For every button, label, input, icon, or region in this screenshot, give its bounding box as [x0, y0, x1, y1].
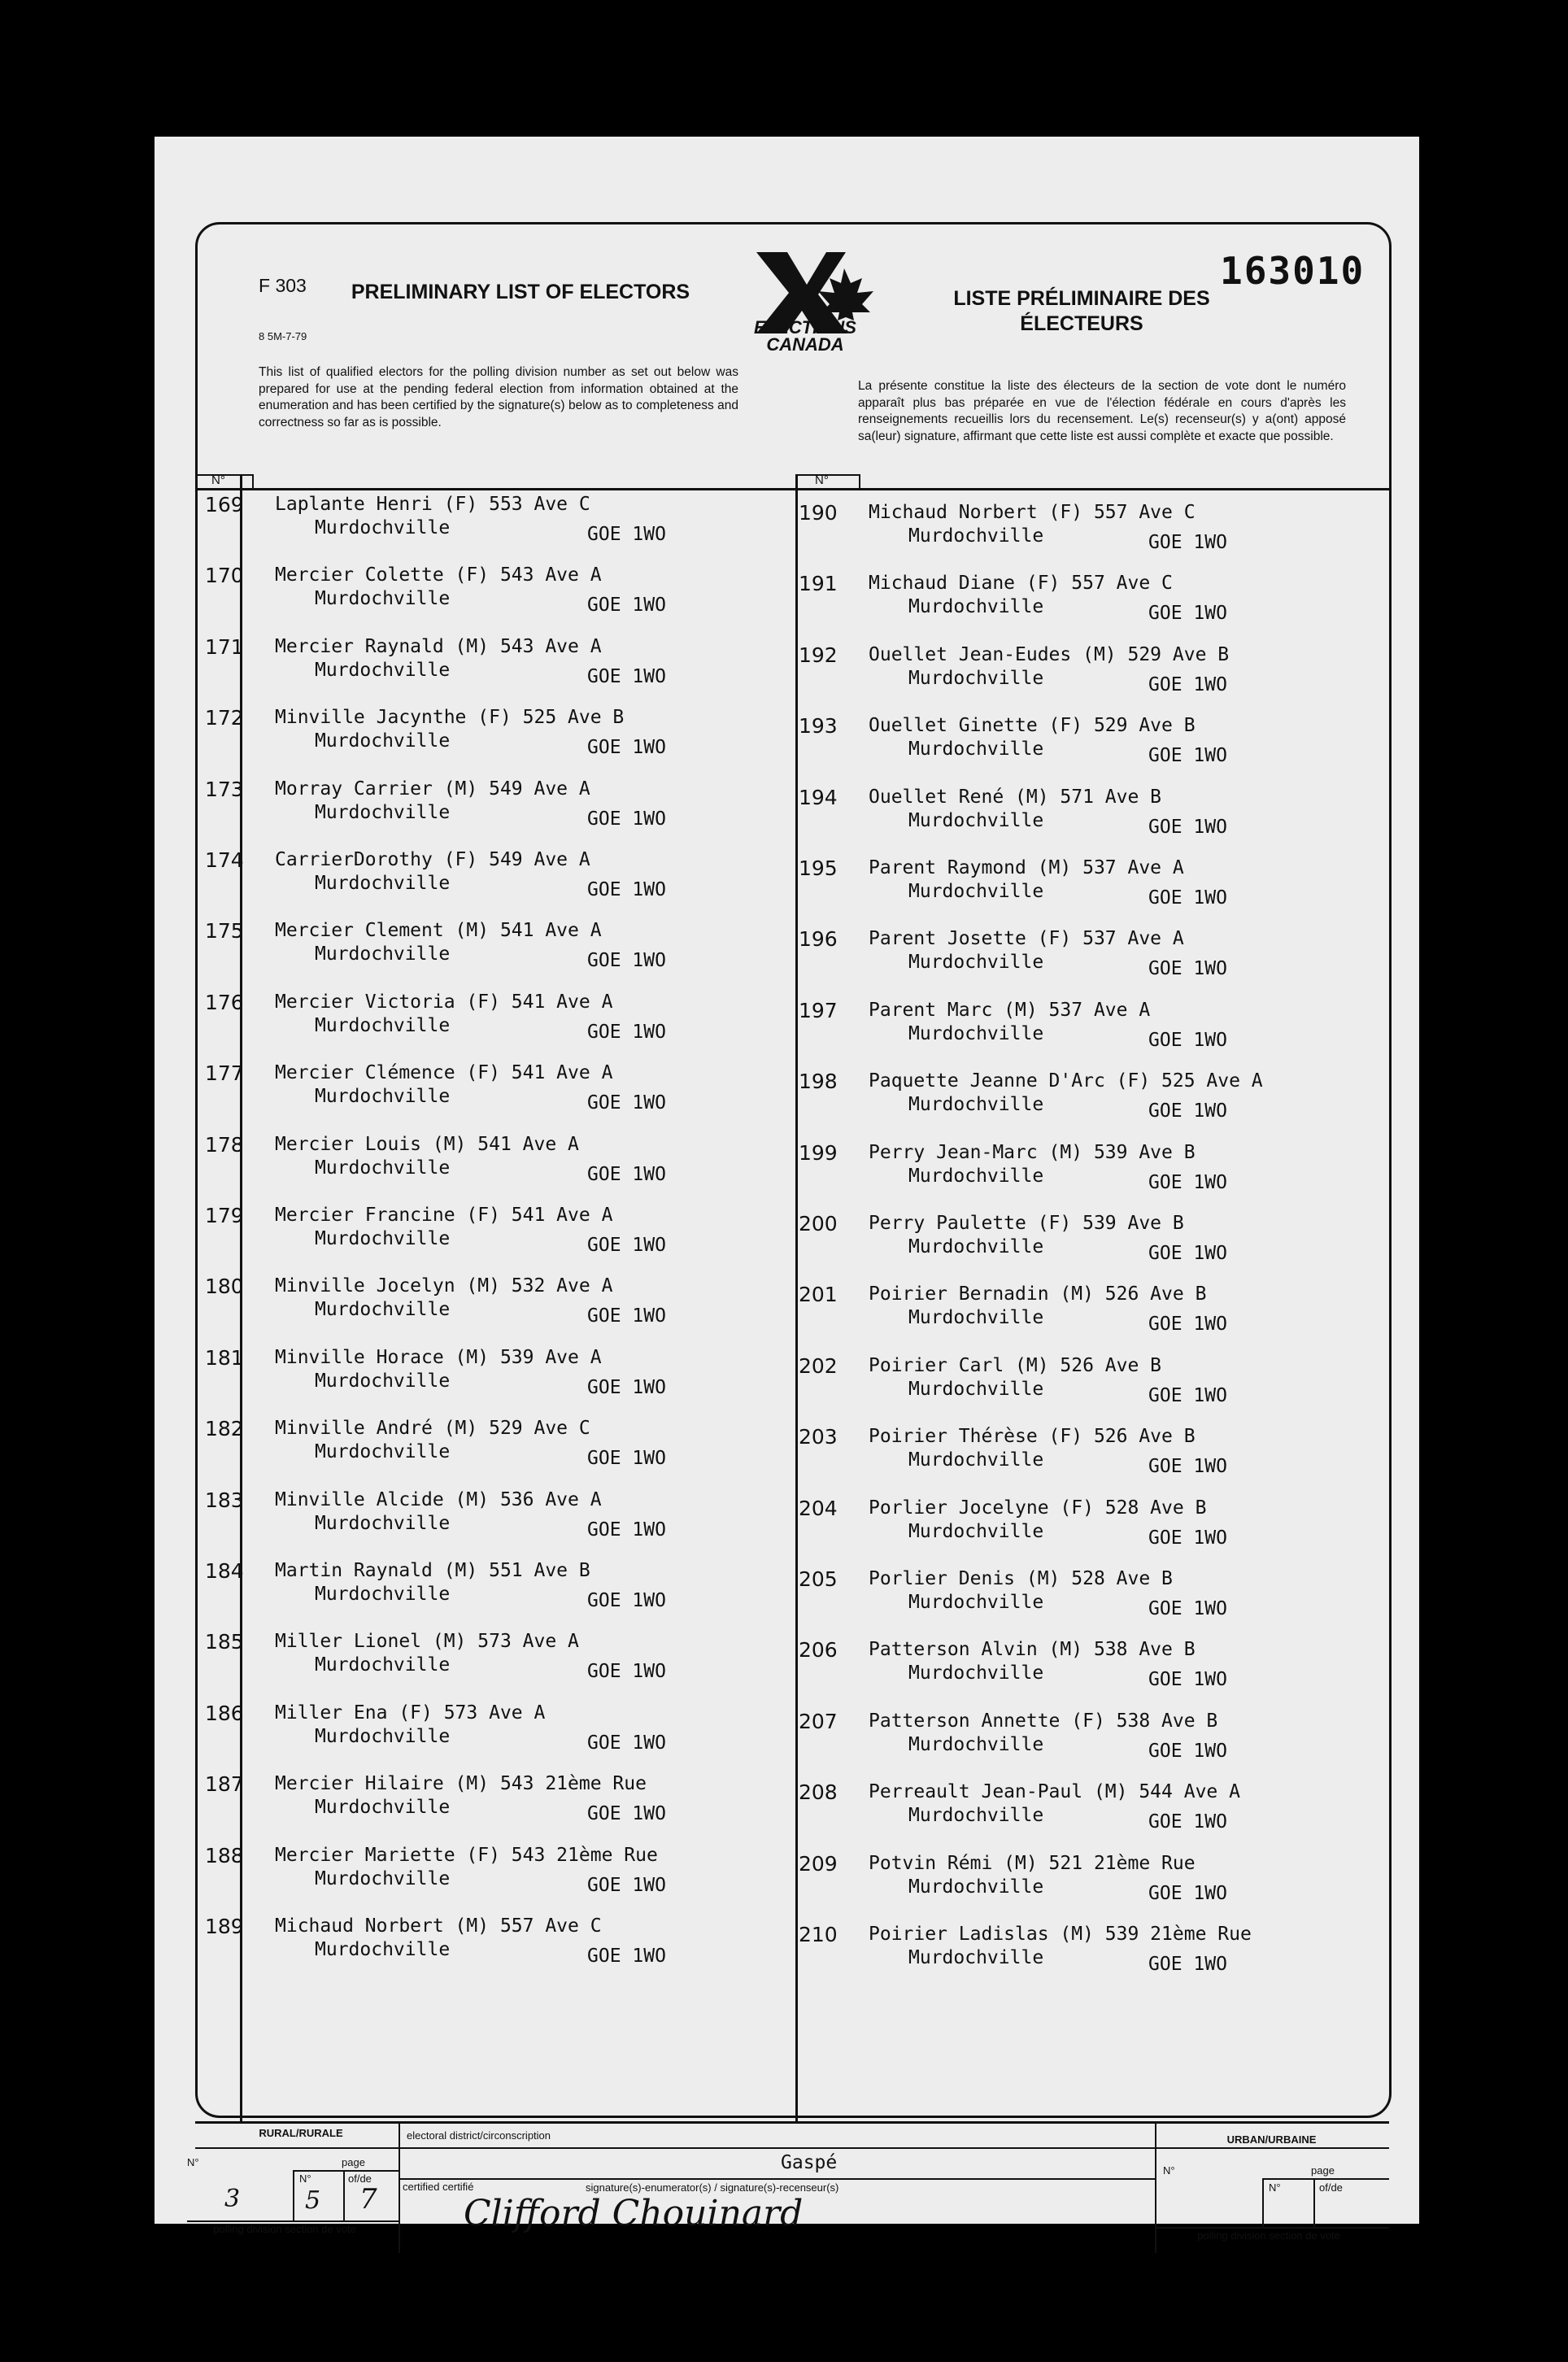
elector-number: 188	[205, 1843, 244, 1867]
urban-polling-rule	[1156, 2227, 1389, 2229]
elector-number: 172	[205, 706, 244, 730]
rural-page-label: page	[342, 2156, 365, 2168]
elector-town: Murdochville	[908, 1236, 1044, 1257]
elector-number: 204	[799, 1496, 838, 1520]
page-total: 7	[359, 2183, 377, 2216]
elector-postal-code: GOE 1WO	[1148, 1171, 1227, 1193]
elector-number: 193	[799, 714, 838, 739]
elector-number: 189	[205, 1915, 244, 1938]
elector-number: 207	[799, 1709, 838, 1733]
elector-postal-code: GOE 1WO	[587, 1946, 666, 1967]
elector-postal-code: GOE 1WO	[1148, 1243, 1227, 1264]
elector-name-address: Morray Carrier (M) 549 Ave A	[275, 778, 590, 800]
elector-postal-code: GOE 1WO	[587, 1803, 666, 1825]
elector-town: Murdochville	[908, 1165, 1044, 1187]
elector-number: 201	[799, 1283, 838, 1307]
elector-postal-code: GOE 1WO	[1148, 1954, 1227, 1975]
elector-town: Murdochville	[908, 1449, 1044, 1471]
elector-postal-code: GOE 1WO	[1148, 1384, 1227, 1406]
elector-name-address: Mercier Clement (M) 541 Ave A	[275, 920, 602, 942]
elector-name-address: Porlier Jocelyne (F) 528 Ave B	[869, 1497, 1207, 1519]
elector-name-address: Mercier Raynald (M) 543 Ave A	[275, 635, 602, 657]
title-french: LISTE PRÉLIMINAIRE DES ÉLECTEURS	[953, 287, 1210, 335]
elector-number: 179	[205, 1204, 244, 1227]
rural-page-mid-rule	[343, 2170, 345, 2220]
elector-name-address: Paquette Jeanne D'Arc (F) 525 Ave A	[869, 1070, 1263, 1092]
title-english: PRELIMINARY LIST OF ELECTORS	[351, 281, 690, 303]
elector-name-address: Mercier Clémence (F) 541 Ave A	[275, 1062, 613, 1084]
elector-postal-code: GOE 1WO	[587, 950, 666, 972]
elector-name-address: Michaud Diane (F) 557 Ave C	[869, 573, 1173, 595]
elector-town: Murdochville	[315, 1157, 451, 1179]
elector-number: 203	[799, 1425, 838, 1449]
elector-postal-code: GOE 1WO	[587, 1163, 666, 1185]
left-number-header-edge	[252, 474, 254, 488]
elector-postal-code: GOE 1WO	[1148, 745, 1227, 767]
elector-town: Murdochville	[908, 739, 1044, 760]
elector-number: 190	[799, 501, 838, 525]
elector-town: Murdochville	[315, 1797, 451, 1819]
elector-name-address: Poirier Thérèse (F) 526 Ave B	[869, 1426, 1196, 1448]
elector-postal-code: GOE 1WO	[1148, 1029, 1227, 1051]
footer-district-rule	[399, 2178, 1156, 2180]
elector-town: Murdochville	[908, 1663, 1044, 1684]
elector-name-address: Miller Lionel (M) 573 Ave A	[275, 1631, 579, 1653]
elector-town: Murdochville	[908, 1520, 1044, 1542]
elector-postal-code: GOE 1WO	[587, 595, 666, 617]
elector-name-address: Mercier Francine (F) 541 Ave A	[275, 1205, 613, 1226]
elector-postal-code: GOE 1WO	[587, 1590, 666, 1611]
elector-town: Murdochville	[908, 1876, 1044, 1898]
elector-town: Murdochville	[908, 1094, 1044, 1116]
elector-town: Murdochville	[315, 659, 451, 681]
form-date: 8 5M-7-79	[259, 330, 307, 342]
elector-name-address: Ouellet Jean-Eudes (M) 529 Ave B	[869, 643, 1230, 665]
elector-postal-code: GOE 1WO	[587, 1732, 666, 1754]
elector-name-address: Parent Raymond (M) 537 Ave A	[869, 857, 1184, 878]
elector-name-address: Perry Paulette (F) 539 Ave B	[869, 1213, 1184, 1234]
elector-number: 210	[799, 1923, 838, 1946]
elector-town: Murdochville	[315, 517, 451, 538]
elector-postal-code: GOE 1WO	[587, 1021, 666, 1043]
elector-number: 173	[205, 777, 244, 801]
rural-page-left-rule	[293, 2170, 294, 2220]
elector-name-address: Miller Ena (F) 573 Ave A	[275, 1702, 546, 1724]
elector-name-address: Michaud Norbert (F) 557 Ave C	[869, 502, 1196, 523]
elector-postal-code: GOE 1WO	[1148, 1598, 1227, 1619]
elector-postal-code: GOE 1WO	[1148, 958, 1227, 980]
rural-page-rule	[293, 2170, 399, 2172]
elector-name-address: Porlier Denis (M) 528 Ave B	[869, 1568, 1173, 1589]
elector-name-address: Martin Raynald (M) 551 Ave B	[275, 1560, 590, 1581]
urban-polling-label: polling division section de vote	[1197, 2229, 1340, 2242]
rural-polling-rule	[187, 2220, 400, 2222]
elector-name-address: Patterson Alvin (M) 538 Ave B	[869, 1639, 1196, 1661]
elector-postal-code: GOE 1WO	[587, 737, 666, 759]
elector-name-address: Poirier Ladislas (M) 539 21ème Rue	[869, 1924, 1252, 1945]
elector-town: Murdochville	[315, 1086, 451, 1108]
elector-town: Murdochville	[908, 525, 1044, 547]
elector-postal-code: GOE 1WO	[587, 1661, 666, 1683]
urban-number-label: N°	[1163, 2164, 1175, 2177]
elector-postal-code: GOE 1WO	[1148, 1669, 1227, 1691]
elector-town: Murdochville	[908, 596, 1044, 618]
elector-number: 195	[799, 856, 838, 880]
elector-postal-code: GOE 1WO	[1148, 603, 1227, 625]
elector-postal-code: GOE 1WO	[1148, 887, 1227, 909]
elector-name-address: Michaud Norbert (M) 557 Ave C	[275, 1915, 602, 1937]
elector-name-address: Mercier Colette (F) 543 Ave A	[275, 564, 602, 586]
urban-page-number-label: N°	[1269, 2181, 1281, 2194]
elector-number: 183	[205, 1488, 244, 1512]
urban-of-label: of/de	[1319, 2181, 1343, 2194]
elector-postal-code: GOE 1WO	[587, 665, 666, 687]
elector-town: Murdochville	[315, 801, 451, 823]
elector-name-address: Poirier Bernadin (M) 526 Ave B	[869, 1283, 1207, 1305]
elector-town: Murdochville	[908, 1805, 1044, 1827]
elector-number: 182	[205, 1417, 244, 1441]
elector-postal-code: GOE 1WO	[1148, 1811, 1227, 1833]
elector-town: Murdochville	[908, 1947, 1044, 1968]
elector-number: 206	[799, 1638, 838, 1663]
table-bottom-rule	[195, 2121, 1389, 2124]
district-label: electoral district/circonscription	[407, 2129, 551, 2142]
elector-name-address: Parent Marc (M) 537 Ave A	[869, 999, 1151, 1021]
elector-name-address: Mercier Victoria (F) 541 Ave A	[275, 991, 613, 1013]
elector-town: Murdochville	[315, 1299, 451, 1321]
elector-postal-code: GOE 1WO	[1148, 1740, 1227, 1762]
elector-number: 205	[799, 1567, 838, 1591]
elector-name-address: Parent Josette (F) 537 Ave A	[869, 928, 1184, 950]
elector-town: Murdochville	[315, 730, 451, 752]
elector-number: 187	[205, 1772, 244, 1797]
elector-postal-code: GOE 1WO	[1148, 532, 1227, 553]
signature-label: signature(s)-enumerator(s) / signature(s)-recenseur(s)	[586, 2181, 839, 2194]
urban-page-label: page	[1311, 2164, 1335, 2177]
rural-label: RURAL/RURALE	[259, 2127, 343, 2139]
elector-name-address: Mercier Louis (M) 541 Ave A	[275, 1133, 579, 1155]
elector-number: 175	[205, 919, 244, 943]
elector-town: Murdochville	[315, 588, 451, 610]
urban-page-left-rule	[1262, 2178, 1264, 2227]
elector-postal-code: GOE 1WO	[587, 524, 666, 545]
elector-number: 178	[205, 1132, 244, 1157]
elector-town: Murdochville	[315, 1370, 451, 1392]
elector-number: 199	[799, 1140, 838, 1165]
right-number-label: N°	[815, 473, 829, 487]
certified-label: certified certifié	[403, 2181, 474, 2193]
elector-number: 191	[799, 572, 838, 596]
elector-number: 200	[799, 1212, 838, 1235]
elector-postal-code: GOE 1WO	[587, 1376, 666, 1398]
elector-postal-code: GOE 1WO	[587, 1448, 666, 1470]
elector-number: 194	[799, 785, 838, 809]
footer-left-box-rule	[399, 2121, 400, 2253]
elector-number: 185	[205, 1630, 244, 1654]
elector-town: Murdochville	[315, 1867, 451, 1889]
elector-name-address: Ouellet Ginette (F) 529 Ave B	[869, 715, 1196, 737]
elector-town: Murdochville	[315, 943, 451, 965]
urban-label: URBAN/URBAINE	[1226, 2133, 1317, 2146]
elector-name-address: Minville Jocelyn (M) 532 Ave A	[275, 1275, 613, 1297]
elector-town: Murdochville	[908, 1022, 1044, 1044]
elector-town: Murdochville	[315, 1654, 451, 1676]
elector-town: Murdochville	[908, 1307, 1044, 1329]
elector-name-address: Mercier Mariette (F) 543 21ème Rue	[275, 1844, 658, 1866]
elector-number: 186	[205, 1701, 244, 1725]
elector-postal-code: GOE 1WO	[1148, 1314, 1227, 1336]
elector-town: Murdochville	[315, 1584, 451, 1605]
elector-name-address: Mercier Hilaire (M) 543 21ème Rue	[275, 1773, 647, 1795]
elector-number: 171	[205, 634, 244, 659]
elector-town: Murdochville	[908, 809, 1044, 831]
urban-page-rule	[1262, 2178, 1389, 2180]
rural-of-label: of/de	[348, 2172, 372, 2185]
elector-number: 174	[205, 848, 244, 872]
urban-page-mid-rule	[1313, 2178, 1315, 2227]
rural-page-number-label: N°	[299, 2172, 311, 2185]
elector-postal-code: GOE 1WO	[587, 879, 666, 900]
elector-name-address: Ouellet René (M) 571 Ave B	[869, 786, 1162, 808]
elector-postal-code: GOE 1WO	[587, 1874, 666, 1896]
elector-number: 177	[205, 1061, 244, 1086]
elector-town: Murdochville	[908, 952, 1044, 974]
table-top-rule	[195, 488, 1389, 490]
intro-english: This list of qualified electors for the polling division number as set out below was prepared for use at the pending federal election from information obtained at the enumeration and has been certified by the signature(s) below as to completeness and correctness so far as is possible.	[259, 365, 738, 429]
elector-town: Murdochville	[908, 881, 1044, 902]
elector-number: 202	[799, 1353, 838, 1378]
elector-postal-code: GOE 1WO	[587, 1235, 666, 1256]
elector-name-address: Minville Jacynthe (F) 525 Ave B	[275, 707, 625, 729]
elector-postal-code: GOE 1WO	[1148, 816, 1227, 838]
elector-town: Murdochville	[908, 667, 1044, 689]
elector-town: Murdochville	[315, 873, 451, 894]
elector-name-address: Potvin Rémi (M) 521 21ème Rue	[869, 1852, 1196, 1874]
left-number-label: N°	[211, 473, 225, 487]
elector-town: Murdochville	[315, 1228, 451, 1249]
elector-town: Murdochville	[315, 1725, 451, 1747]
page-number: 5	[305, 2186, 321, 2215]
elector-postal-code: GOE 1WO	[1148, 673, 1227, 695]
polling-division-number: 3	[224, 2185, 241, 2213]
elector-name-address: Minville André (M) 529 Ave C	[275, 1418, 590, 1440]
elector-name-address: Perry Jean-Marc (M) 539 Ave B	[869, 1141, 1196, 1163]
enumerator-signature: Clifford Chouinard	[464, 2193, 804, 2234]
form-number: F 303	[259, 275, 307, 296]
serial-number: 163010	[1220, 249, 1365, 293]
elector-postal-code: GOE 1WO	[587, 1305, 666, 1327]
elector-postal-code: GOE 1WO	[1148, 1882, 1227, 1904]
elector-name-address: Perreault Jean-Paul (M) 544 Ave A	[869, 1781, 1240, 1803]
intro-french: La présente constitue la liste des électeurs de la section de vote dont le numéro apparaît plus bas préparée en vue de l'élection fédérale en cours d'après les renseignements recueillis lors du recensement. Le(s) recenseur(s) y a(ont) apposé sa(leur) signature, affirmant que cette liste est aussi complète et exacte que possible.	[858, 379, 1346, 443]
elector-name-address: CarrierDorothy (F) 549 Ave A	[275, 849, 590, 870]
elector-number: 176	[205, 990, 244, 1014]
elector-number: 170	[205, 564, 244, 588]
right-number-header-edge	[859, 474, 860, 488]
right-number-header-rule	[797, 474, 860, 476]
elector-number: 196	[799, 927, 838, 952]
elector-number: 169	[205, 493, 244, 516]
elector-name-address: Poirier Carl (M) 526 Ave B	[869, 1354, 1162, 1376]
elector-postal-code: GOE 1WO	[1148, 1527, 1227, 1549]
document-sheet	[155, 137, 1419, 2242]
elector-number: 180	[205, 1275, 244, 1299]
elector-postal-code: GOE 1WO	[1148, 1100, 1227, 1122]
district-value: Gaspé	[781, 2152, 838, 2173]
rural-polling-label: polling division section de vote	[213, 2223, 356, 2235]
elector-postal-code: GOE 1WO	[1148, 1456, 1227, 1478]
elector-name-address: Patterson Annette (F) 538 Ave B	[869, 1710, 1218, 1732]
elector-town: Murdochville	[908, 1592, 1044, 1613]
elector-postal-code: GOE 1WO	[587, 1519, 666, 1541]
elector-town: Murdochville	[315, 1014, 451, 1036]
elector-number: 208	[799, 1780, 838, 1805]
elector-name-address: Minville Horace (M) 539 Ave A	[275, 1346, 602, 1368]
elector-number: 181	[205, 1345, 244, 1370]
elector-postal-code: GOE 1WO	[587, 808, 666, 830]
elector-name-address: Laplante Henri (F) 553 Ave C	[275, 494, 590, 515]
column-divider-rule	[795, 474, 798, 2123]
elector-number: 192	[799, 643, 838, 667]
elector-town: Murdochville	[315, 1441, 451, 1463]
elector-number: 209	[799, 1851, 838, 1876]
elector-town: Murdochville	[315, 1512, 451, 1534]
elector-town: Murdochville	[315, 1939, 451, 1960]
elector-name-address: Minville Alcide (M) 536 Ave A	[275, 1488, 602, 1510]
elector-town: Murdochville	[908, 1378, 1044, 1400]
elector-postal-code: GOE 1WO	[587, 1092, 666, 1114]
rural-number-label: N°	[187, 2156, 199, 2168]
elector-town: Murdochville	[908, 1733, 1044, 1755]
logo-text: ELECTIONS CANADA	[754, 317, 856, 355]
elector-number: 184	[205, 1559, 244, 1583]
elector-number: 197	[799, 998, 838, 1022]
footer-divider-rule	[195, 2147, 1389, 2149]
elector-number: 198	[799, 1070, 838, 1094]
